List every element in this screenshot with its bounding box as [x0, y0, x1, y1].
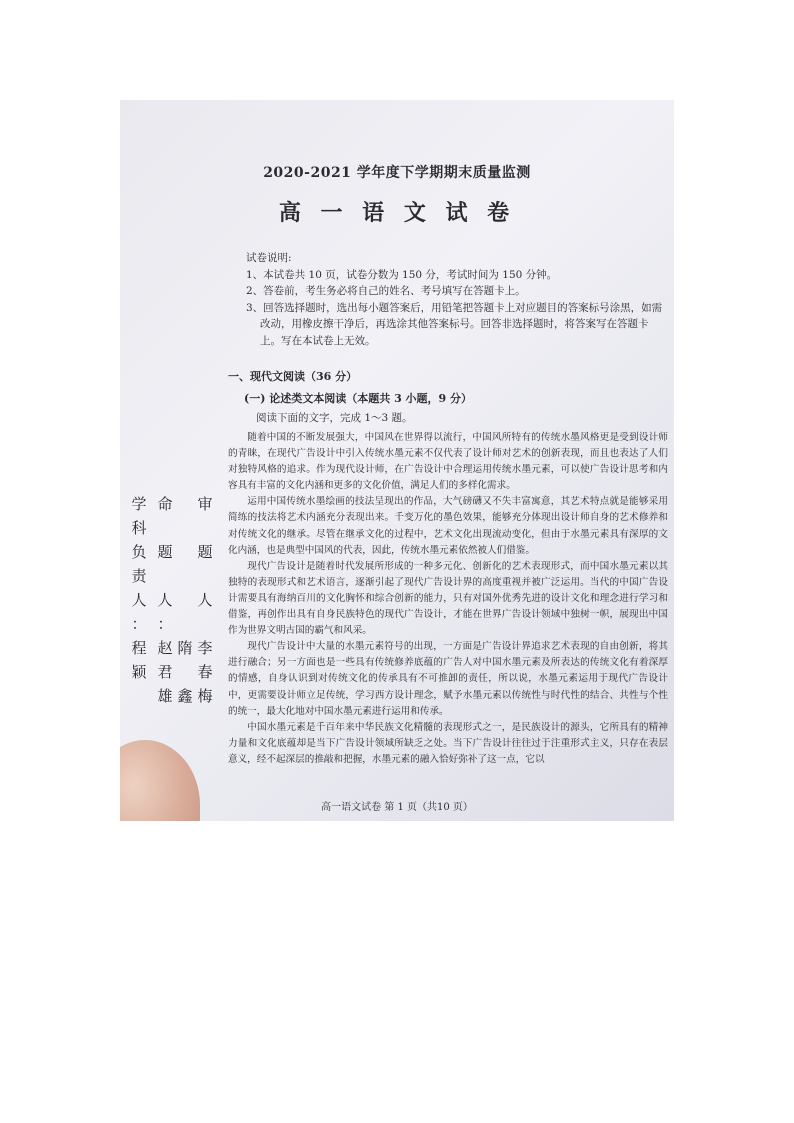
exam-paper-photo [120, 100, 674, 821]
page-footer: 高一语文试卷 第 1 页（共10 页） [321, 802, 473, 813]
staff-credits [126, 492, 216, 712]
subsection-heading: (一) 论述类文本阅读（本题共 3 小题，9 分） [244, 392, 473, 405]
reading-instruction: 阅读下面的文字，完成 1～3 题。 [256, 412, 413, 424]
section-heading: 一、现代文阅读（36 分） [228, 370, 358, 383]
passage-paragraph: 随着中国的不断发展强大，中国风在世界得以流行，中国风所特有的传统水墨风格更是受到设计师的青睐，在现代广告设计中引入传统水墨元素不仅代表了设计师对艺术的创新表现，而且也表达了人们对独特风格的追求。作为现代设计师，在广告设计中合理运用传统水墨元素，可以使广告设计思考和内容具有丰富的文化内涵和更多的文化价值，满足人们的多样化需求。 [228, 432, 668, 492]
passage-paragraph: 中国水墨元素是千百年来中华民族文化精髓的表现形式之一，是民族设计的源头，它所具有的精神力量和文化底蕴却是当下广告设计领域所缺乏之处。当下广告设计往往过于注重形式主义，只存在表层意义，经不起深层的推敲和把握，水墨元素的融入恰好弥补了这一点，它以 [228, 721, 668, 765]
note-item: 2、答卷前，考生务必将自己的姓名、考号填写在答题卡上。 [246, 285, 526, 297]
note-item: 1、本试卷共 10 页，试卷分数为 150 分，考试时间为 150 分钟。 [246, 268, 558, 281]
notes-heading: 试卷说明: [246, 252, 292, 264]
exam-notes [246, 250, 666, 349]
staff-column-question-setter: 命 题 人 ： 赵 君 雄 [157, 495, 173, 705]
exam-subtitle: 2020-2021 学年度下学期期末质量监测 [263, 165, 531, 181]
passage-paragraph: 现代广告设计是随着时代发展所形成的一种多元化、创新化的艺术表现形式，而中国水墨元素以其独特的表现形式和艺术语言，逐渐引起了现代广告设计界的高度重视并被广泛运用。当代的中国广告设计需要具有海纳百川的文化胸怀和综合创新的能力，只有对国外优秀先进的设计文化和理念进行学习和借鉴，再创作出具有自身民族特色的现代广告设计，才能在世界广告设计领域中独树一帜，展现出中国作为世界文明古国的霸气和风采。 [228, 560, 668, 637]
staff-column-reviewer: 审 题 人 李 春 梅 [197, 495, 213, 705]
passage-paragraph: 运用中国传统水墨绘画的技法呈现出的作品，大气磅礴又不失丰富寓意，其艺术特点就是能够采用简练的技法将艺术内涵充分表现出来。千变万化的墨色效果，能够充分体现出设计师自身的艺术修养和对传统文化的继承。尽管在继承文化的过程中，艺术文化出现流动变化，但由于水墨元素具有深厚的文化内涵，也是典型中国风的代表，因此，传统水墨元素依然被人们借鉴。 [228, 496, 668, 556]
staff-column-subject-lead: 学 科 负 责 人 ： 程 颖 [131, 495, 147, 681]
finger-photo-artifact [120, 740, 200, 821]
staff-column-extra: 隋 鑫 [177, 639, 193, 705]
note-item: 3、回答选择题时，选出每小题答案后，用铅笔把答题卡上对应题目的答案标号涂黑，如需改动，用橡皮擦干净后，再选涂其他答案标号。回答非选择题时，将答案写在答题卡上。写在本试卷上无效。 [246, 301, 663, 347]
exam-title: 高 一 语 文 试 卷 [278, 200, 516, 226]
reading-passage [228, 430, 668, 768]
passage-paragraph: 现代广告设计中大量的水墨元素符号的出现，一方面是广告设计界追求艺术表现的自由创新，将其进行融合；另一方面也是一些具有传统修养底蕴的广告人对中国水墨元素及所表达的传统文化有着深厚的情感，自身认识到对传统文化的传承具有不可推卸的责任，所以说，水墨元素运用于现代广告设计中，更需要设计师立足传统，学习西方设计理念，赋予水墨元素以传统性与时代性的结合、共性与个性的统一，最大化地对中国水墨元素进行运用和传承。 [228, 641, 668, 717]
